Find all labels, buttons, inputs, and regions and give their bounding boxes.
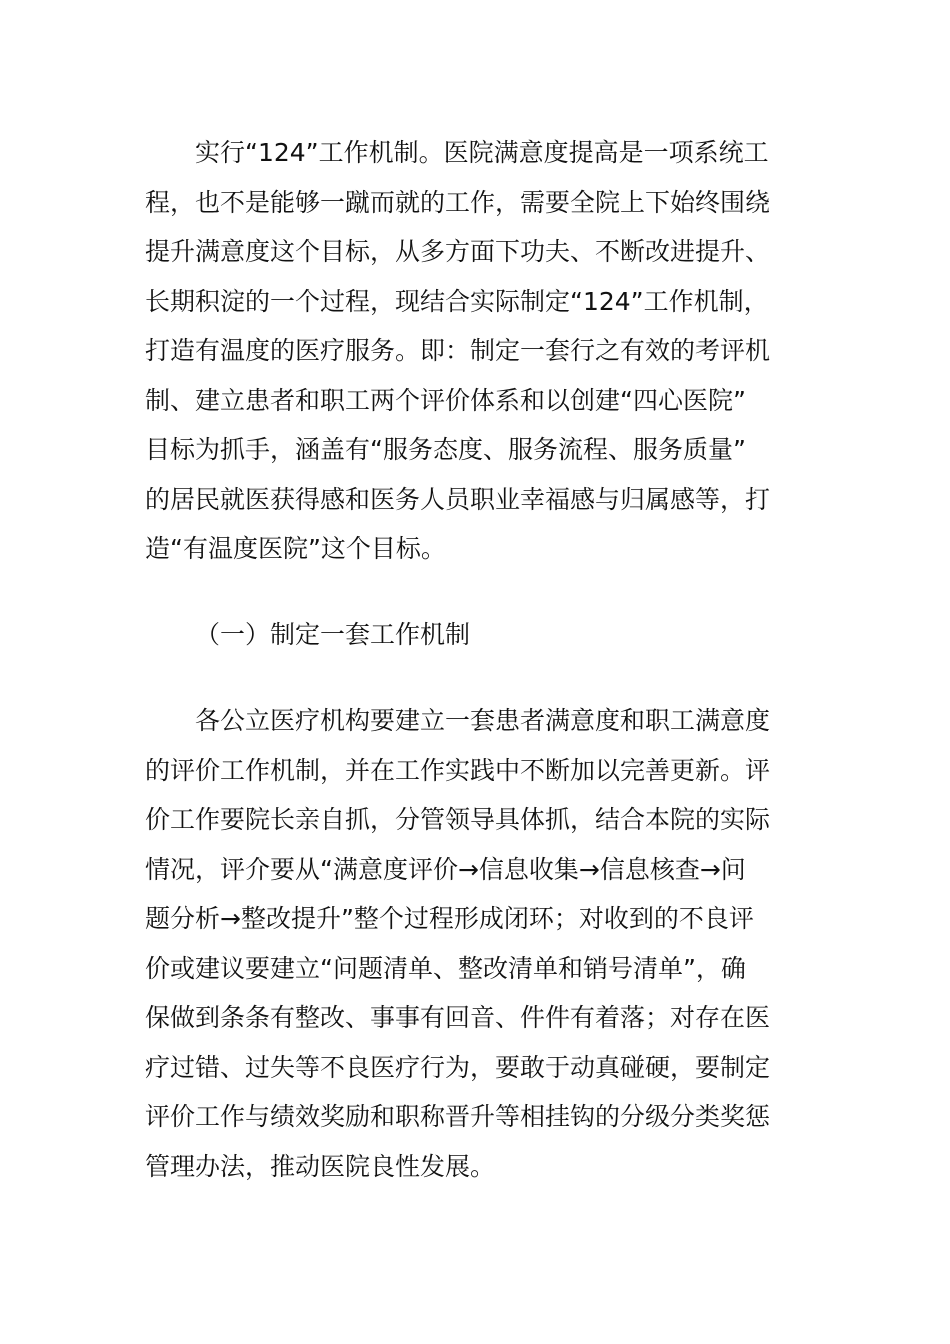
paragraph-line: 程，也不是能够一蹴而就的工作，需要全院上下始终围绕 — [145, 187, 771, 217]
paragraph-line: 管理办法，推动医院良性发展。 — [145, 1151, 496, 1181]
paragraph-line: 题分析→整改提升”整个过程形成闭环；对收到的不良评 — [145, 904, 754, 933]
paragraph-line: 情况，评介要从“满意度评价→信息收集→信息核查→问 — [145, 854, 746, 884]
paragraph-line: 的评价工作机制，并在工作实践中不断加以完善更新。评 — [145, 755, 771, 785]
paragraph-evaluation-mechanism — [145, 696, 795, 1191]
paragraph-line: 各公立医疗机构要建立一套患者满意度和职工满意度 — [195, 706, 771, 735]
paragraph-line: 评价工作与绩效奖励和职称晋升等相挂钩的分级分类奖惩 — [145, 1102, 771, 1131]
paragraph-line: 长期积淀的一个过程，现结合实际制定“124”工作机制， — [145, 286, 769, 316]
paragraph-line: 提升满意度这个目标，从多方面下功夫、不断改进提升、 — [145, 237, 771, 266]
paragraph-line: 打造有温度的医疗服务。即：制定一套行之有效的考评机 — [145, 336, 771, 365]
paragraph-line: 疗过错、过失等不良医疗行为，要敢于动真碰硬，要制定 — [145, 1052, 771, 1082]
section-heading-text: （一）制定一套工作机制 — [195, 620, 471, 649]
paragraph-line: 的居民就医获得感和医务人员职业幸福感与归属感等，打 — [145, 484, 771, 514]
paragraph-line: 造“有温度医院”这个目标。 — [145, 534, 446, 563]
paragraph-124-work-mechanism — [145, 128, 795, 574]
paragraph-line: 价或建议要建立“问题清单、整改清单和销号清单”，确 — [145, 953, 746, 983]
paragraph-line: 保做到条条有整改、事事有回音、件件有着落；对存在医 — [145, 1003, 771, 1032]
section-heading — [195, 610, 845, 660]
paragraph-line: 价工作要院长亲自抓，分管领导具体抓，结合本院的实际 — [145, 805, 771, 834]
paragraph-line: 制、建立患者和职工两个评价体系和以创建“四心医院” — [145, 385, 746, 415]
paragraph-line: 目标为抓手，涵盖有“服务态度、服务流程、服务质量” — [145, 435, 746, 464]
paragraph-line: 实行“124”工作机制。医院满意度提高是一项系统工 — [195, 138, 769, 167]
